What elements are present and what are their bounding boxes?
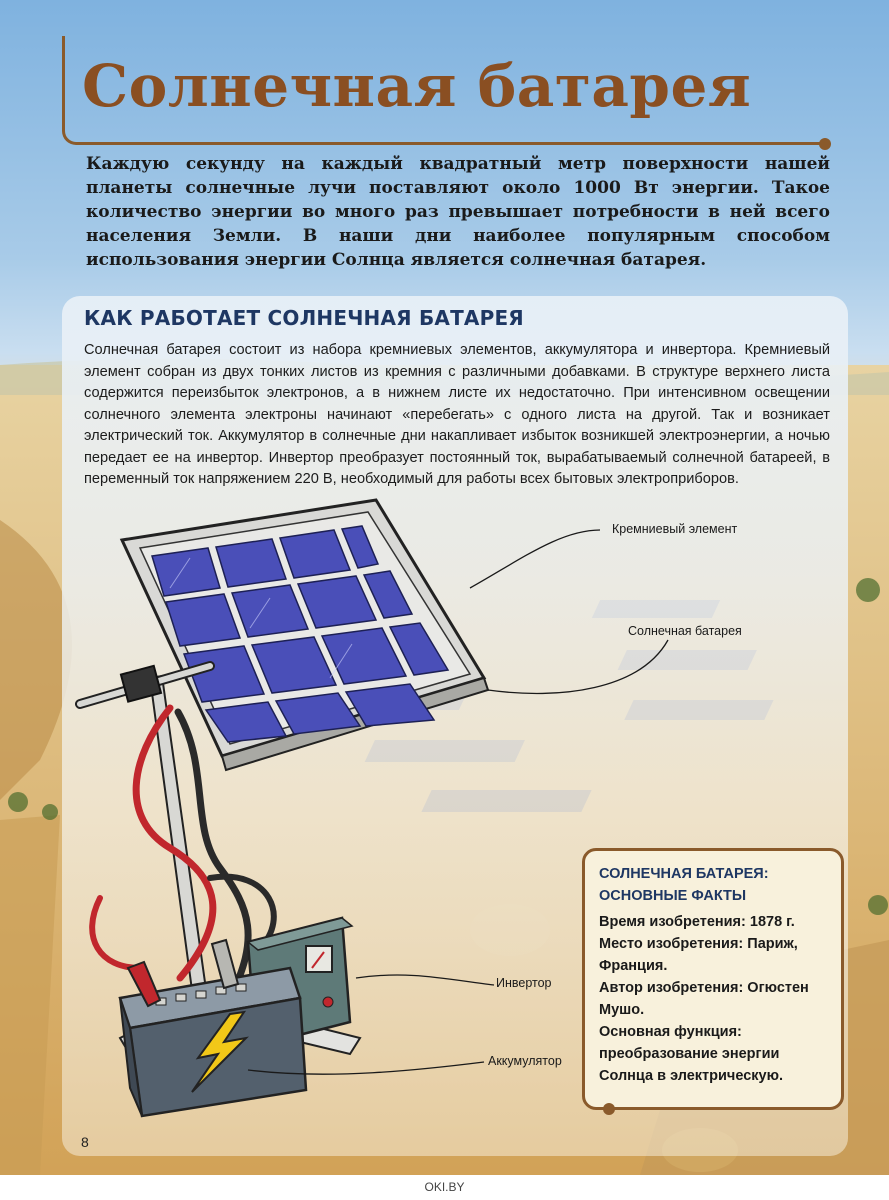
solar-installation-illustration [60, 498, 600, 1118]
facts-dot [603, 1103, 615, 1115]
facts-title-line2: ОСНОВНЫЕ ФАКТЫ [599, 888, 747, 904]
label-silicon-element: Кремниевый элемент [612, 522, 738, 536]
section-body: Солнечная батарея состоит из набора кремниевых элементов, аккумулятора и инвертора. Кремниевый элемент собран из двух тонких листов из кремния с различными добавками. В структуре верхнего листа содержится переизбыток электронов, а в нижнем листе их недостаточно. При интенсивном освещении солнечного элемента электроны начинают «перебегать» с одного листа на другой. Так и возникает электрический ток. Аккумулятор в солнечные дни накапливает избыток возникшей электроэнергии, а ночью передает ее на инвертор. Инвертор преобразует постоянный ток, вырабатываемый солнечной батареей, в переменный ток напряжением 220 В, необходимый для работы всех бытовых электроприборов. [84, 342, 830, 487]
label-solar-battery: Солнечная батарея [628, 624, 742, 638]
label-inverter: Инвертор [496, 976, 552, 990]
facts-title [599, 863, 829, 907]
solar-panel [122, 500, 488, 770]
fact-item: Время изобретения: 1878 г. [599, 914, 795, 930]
page-title: Солнечная батарея [82, 52, 752, 120]
facts-title-line1: СОЛНЕЧНАЯ БАТАРЕЯ: [599, 866, 769, 882]
fact-item: Место изобретения: Париж, Франция. [599, 936, 798, 974]
frame-dot [819, 138, 831, 150]
intro-paragraph: Каждую секунду на каждый квадратный метр поверхности нашей планеты солнечные лучи поставляют около 1000 Вт энергии. Такое количество энергии во много раз превышает потребности в ней всего населения Земли. В наши дни наиболее популярным способом использования энергии Солнца является солнечная батарея. [86, 154, 830, 270]
facts-box [582, 848, 844, 1110]
site-watermark: OKI.BY [0, 1175, 889, 1200]
fact-item: Основная функция: преобразование энергии Солнца в электрическую. [599, 1024, 784, 1084]
section-heading: КАК РАБОТАЕТ СОЛНЕЧНАЯ БАТАРЕЯ [84, 306, 524, 330]
fact-item: Автор изобретения: Огюстен Мушо. [599, 980, 809, 1018]
label-accumulator: Аккумулятор [488, 1054, 562, 1068]
page-number: 8 [81, 1134, 89, 1150]
